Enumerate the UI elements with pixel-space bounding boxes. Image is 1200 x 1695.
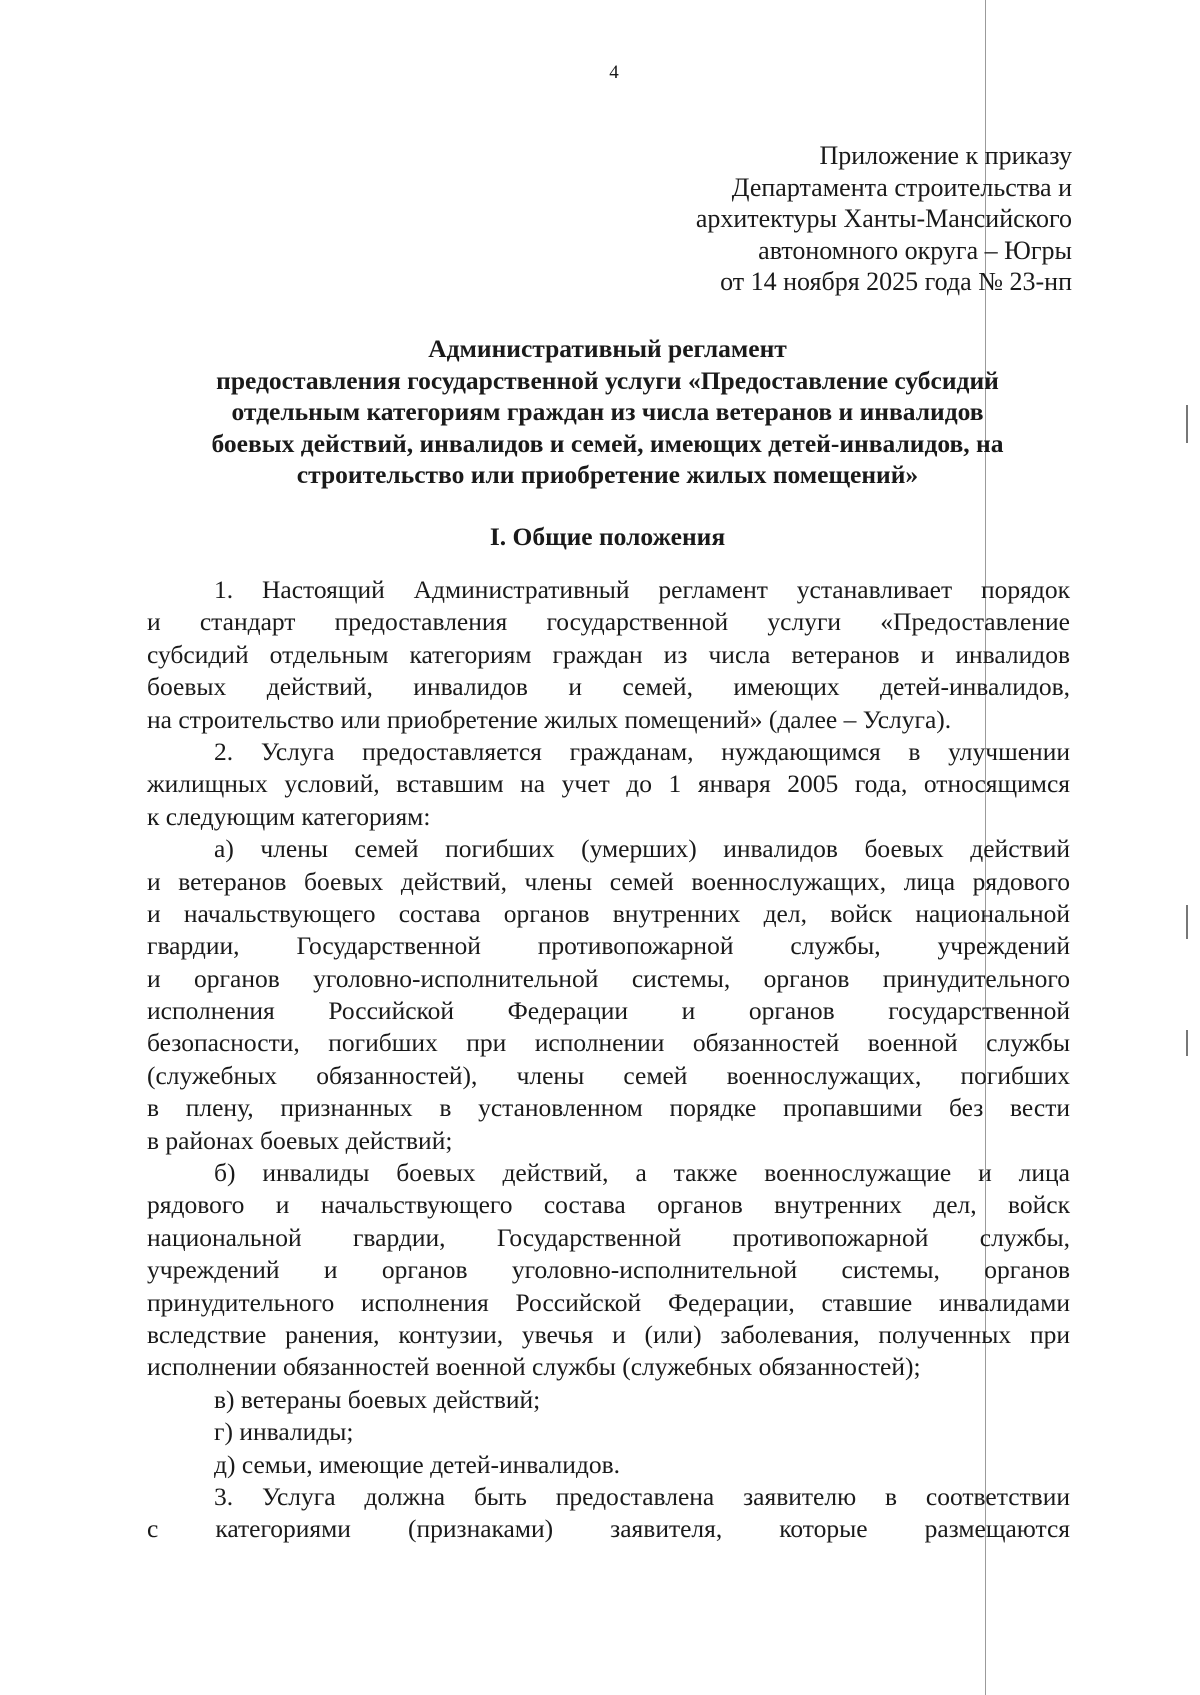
appendix-line: Приложение к приказу: [819, 141, 1072, 170]
page-number-text: 4: [609, 62, 619, 83]
scan-edge-mark: [1186, 405, 1188, 443]
title-line: Административный регламент: [428, 334, 787, 363]
paragraph-line: б) инвалиды боевых действий, а также военнослужащие и лица: [214, 1158, 1070, 1188]
document-body: [147, 574, 1070, 1546]
paragraph-line: в плену, признанных в установленном порядке пропавшими без вести: [147, 1093, 1070, 1123]
title-line: боевых действий, инвалидов и семей, имеющих детей-инвалидов, на: [211, 428, 1004, 458]
paragraph-line: исполнения Российской Федерации и органов государственной: [147, 996, 1070, 1026]
list-item-b: [147, 1157, 1070, 1384]
paragraph-line: с категориями (признаками) заявителя, которые размещаются: [147, 1514, 1070, 1544]
list-item-v: в) ветераны боевых действий;: [214, 1384, 541, 1414]
list-item-d: д) семьи, имеющие детей-инвалидов.: [214, 1449, 621, 1479]
appendix-line: автономного округа – Югры: [758, 235, 1072, 265]
page-number: [0, 62, 1200, 84]
paragraph-line: и органов уголовно-исполнительной системы, органов принудительного: [147, 963, 1070, 993]
scan-edge-mark: [1186, 905, 1188, 939]
paragraph-line: в районах боевых действий;: [147, 1125, 453, 1155]
title-line: строительство или приобретение жилых помещений»: [296, 460, 919, 489]
paragraph-line: субсидий отдельным категориям граждан из числа ветеранов и инвалидов: [147, 639, 1070, 669]
paragraph-line: и стандарт предоставления государственной услуги «Предоставление: [147, 607, 1070, 637]
paragraph-line: рядового и начальствующего состава органов внутренних дел, войск: [147, 1190, 1070, 1220]
paragraph-line: на строительство или приобретение жилых помещений» (далее – Услуга).: [147, 704, 952, 734]
paragraph-line: принудительного исполнения Российской Федерации, ставшие инвалидами: [147, 1287, 1070, 1317]
paragraph-2: [147, 736, 1070, 833]
paragraph-line: национальной гвардии, Государственной противопожарной службы,: [147, 1222, 1070, 1252]
list-item-a: [147, 833, 1070, 1157]
paragraph-line: и ветеранов боевых действий, члены семей военнослужащих, лица рядового: [147, 866, 1070, 896]
paragraph-line: 3. Услуга должна быть предоставлена заявителю в соответствии: [214, 1481, 1070, 1511]
appendix-line: Департамента строительства и: [731, 172, 1072, 202]
title-line: предоставления государственной услуги «Предоставление субсидий: [216, 365, 999, 395]
paragraph-line: безопасности, погибших при исполнении обязанностей военной службы: [147, 1028, 1070, 1058]
appendix-reference: [552, 140, 1072, 298]
paragraph-line: боевых действий, инвалидов и семей, имеющих детей-инвалидов,: [147, 672, 1070, 702]
paragraph-line: и начальствующего состава органов внутренних дел, войск национальной: [147, 898, 1070, 928]
paragraph-1: [147, 574, 1070, 736]
appendix-line: архитектуры Ханты-Мансийского: [695, 204, 1072, 233]
list-item-g: г) инвалиды;: [214, 1417, 354, 1447]
paragraph-line: вследствие ранения, контузии, увечья и (или) заболевания, полученных при: [147, 1319, 1070, 1349]
paragraph-line: гвардии, Государственной противопожарной службы, учреждений: [147, 931, 1070, 961]
section-heading: I. Общие положения: [489, 522, 726, 551]
paragraph-line: к следующим категориям:: [147, 801, 431, 831]
scan-edge-mark: [1186, 1030, 1188, 1056]
paragraph-line: а) члены семей погибших (умерших) инвалидов боевых действий: [214, 834, 1070, 864]
paragraph-line: исполнении обязанностей военной службы (служебных обязанностей);: [147, 1352, 921, 1382]
paragraph-line: (служебных обязанностей), члены семей военнослужащих, погибших: [147, 1060, 1070, 1090]
paragraph-line: жилищных условий, вставшим на учет до 1 января 2005 года, относящимся: [147, 769, 1070, 799]
paragraph-line: учреждений и органов уголовно-исполнительной системы, органов: [147, 1255, 1070, 1285]
title-line: отдельным категориям граждан из числа ветеранов и инвалидов: [231, 397, 984, 426]
paragraph-line: 1. Настоящий Административный регламент устанавливает порядок: [214, 575, 1070, 604]
document-title: [145, 333, 1070, 491]
paragraph-line: 2. Услуга предоставляется гражданам, нуждающимся в улучшении: [214, 736, 1070, 766]
appendix-line: от 14 ноября 2025 года № 23-нп: [720, 267, 1072, 296]
paragraph-3: [147, 1481, 1070, 1546]
